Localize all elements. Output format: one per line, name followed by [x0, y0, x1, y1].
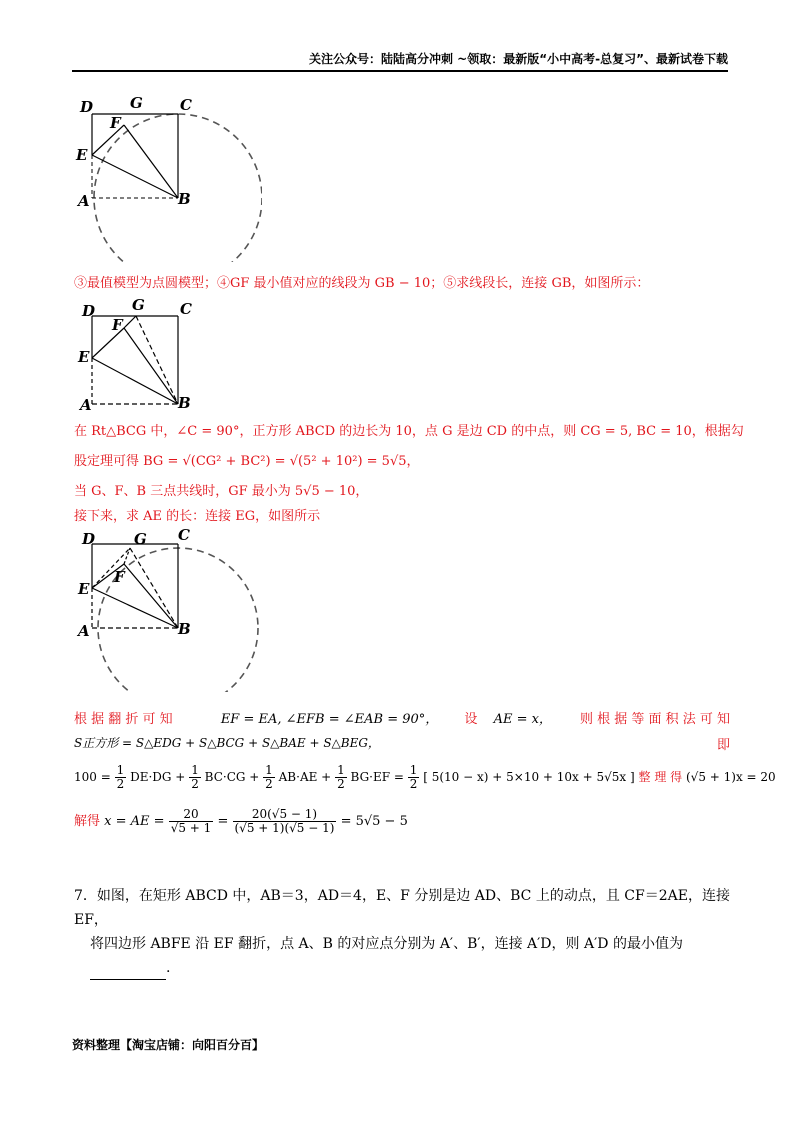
fig2-label-e: E: [78, 348, 90, 366]
problem7-line2: 将四边形 ABFE 沿 EF 翻折，点 A、B 的对应点分别为 A′、B′，连接 A′D，则 A′D 的最小值为: [90, 936, 683, 952]
fraction-half-4: $\frac{1}{2}$: [337, 763, 345, 791]
fig3-label-g: G: [134, 530, 147, 548]
line6a: 根 据 翻 折 可 知: [74, 712, 173, 727]
fig1-label-d: D: [80, 98, 94, 116]
answer-blank: [90, 965, 166, 980]
line8-term-2: BC·CG +: [204, 770, 260, 784]
solution-line1: ③最值模型为点圆模型；④GF 最小值对应的线段为 GB − 10；⑤求线段长，连接 GB，如图所示：: [74, 276, 650, 291]
fig1-label-a: A: [78, 192, 90, 210]
line8-result: (√5 + 1)x = 20: [685, 770, 776, 784]
fraction-half-3: $\frac{1}{2}$: [265, 763, 273, 791]
fig2-label-a: A: [80, 396, 92, 412]
line7a: S正方形 = S△EDG + S△BCG + S△BAE + S△BEG，: [74, 736, 380, 750]
line8-pre: 100 =: [74, 770, 111, 784]
fig1-label-c: C: [180, 96, 192, 114]
fraction-half-1: $\frac{1}{2}$: [116, 763, 125, 791]
fig2-label-f: F: [112, 316, 123, 334]
line6b: EF = EA, ∠EFB = ∠EAB = 90°，: [220, 712, 439, 727]
fig1-label-b: B: [178, 190, 191, 208]
footer-text: 资料整理【淘宝店铺：向阳百分百】: [72, 1038, 265, 1052]
line9-pre: 解得: [74, 814, 101, 829]
fig1-label-e: E: [76, 146, 88, 164]
solution-line6: [74, 708, 730, 727]
fig1-label-g: G: [130, 94, 143, 112]
fig2-label-g: G: [132, 296, 145, 314]
figure-3: [72, 522, 262, 692]
line8-term-3: AB·AE +: [278, 770, 332, 784]
fraction-half-2: $\frac{1}{2}$: [191, 763, 199, 791]
solution-line4: 当 G、F、B 三点共线时，GF 最小为 5√5 − 10，: [74, 484, 369, 499]
fig3-label-b: B: [178, 620, 191, 638]
solution-line9: 解得 x = AE = $\frac{20}{√5 + 1}$ = $\frac{20(√5 - 1)}{(√5 + 1)(√5 - 1)}$ = 5√5 − 5: [74, 807, 408, 835]
fraction-2: $\frac{20(√5 - 1)}{(√5 + 1)(√5 - 1)}$: [234, 807, 335, 835]
fig3-label-a: A: [78, 622, 90, 640]
problem7-line3: .: [74, 956, 734, 980]
page-header: [72, 48, 728, 72]
line8-term-4: BG·EF =: [350, 770, 404, 784]
problem7-line1: 7．如图，在矩形 ABCD 中，AB＝3，AD＝4，E、F 分别是边 AD、BC 上的动点，且 CF＝2AE，连接 EF，: [74, 888, 730, 928]
fraction-1: $\frac{20}{√5 + 1}$: [170, 807, 212, 835]
line7b: 即: [716, 738, 730, 753]
fig3-label-f: F: [114, 568, 125, 586]
fig3-label-e: E: [78, 580, 90, 598]
line9-a: x = AE =: [104, 814, 165, 829]
line9-result: = 5√5 − 5: [340, 814, 408, 829]
line8-bracket: [ 5(10 − x) + 5×10 + 10x + 5√5x ]: [423, 770, 635, 784]
fraction-half-5: $\frac{1}{2}$: [409, 763, 418, 791]
page-footer: [72, 1036, 264, 1053]
line6d: AE = x，: [493, 712, 552, 727]
fig1-label-f: F: [110, 114, 121, 132]
fig3-label-c: C: [178, 526, 190, 544]
figure-1: [72, 92, 262, 262]
line8-post: 整 理 得: [638, 770, 683, 784]
line6e: 则 根 据 等 面 积 法 可 知: [579, 712, 730, 727]
solution-line8: [74, 763, 776, 791]
fig2-label-d: D: [82, 302, 96, 320]
problem-7: [74, 884, 734, 980]
fig2-label-c: C: [180, 300, 192, 318]
fig2-label-b: B: [178, 394, 191, 412]
line6c: 设: [464, 712, 478, 727]
figure-2: [72, 296, 202, 412]
header-text: 关注公众号：陆陆高分冲刺 ~领取：最新版“小中高考-总复习”、最新试卷下载: [309, 52, 728, 66]
line8-term-1: DE·DG +: [130, 770, 186, 784]
solution-line7: [74, 734, 730, 751]
solution-line5: 接下来，求 AE 的长：连接 EG，如图所示: [74, 509, 321, 524]
solution-line2: 在 Rt△BCG 中，∠C = 90°，正方形 ABCD 的边长为 10，点 G 是边 CD 的中点，则 CG = 5, BC = 10，根据勾: [74, 424, 744, 439]
fig3-label-d: D: [82, 530, 96, 548]
solution-line3: 股定理可得 BG = √(CG² + BC²) = √(5² + 10²) = 5√5，: [74, 454, 420, 469]
